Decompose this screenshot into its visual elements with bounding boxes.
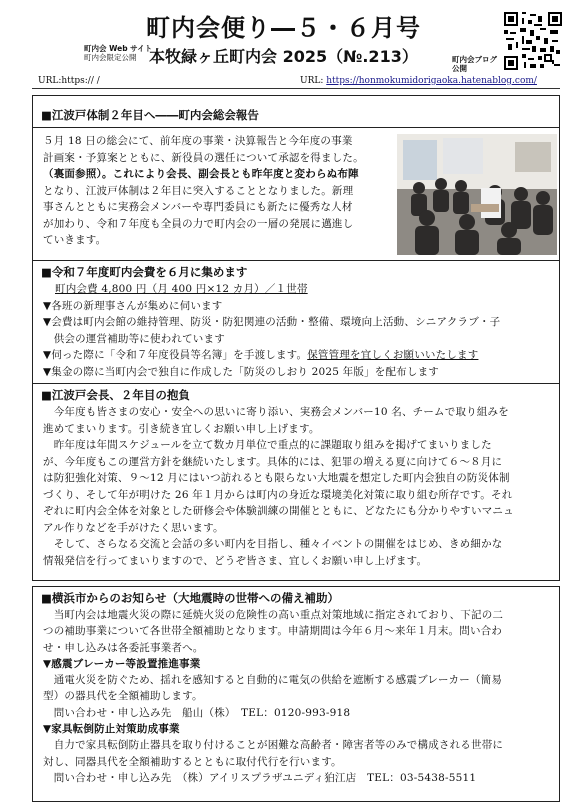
blog-url bbox=[300, 76, 537, 86]
bullet-item: 供会の運営補助等に使われています bbox=[43, 332, 225, 345]
text-line: 通電火災を防ぐため、揺れを感知すると自動的に電気の供給を遮断する感震ブレーカー（簡易 bbox=[43, 674, 503, 687]
newsletter-title: 町内会便り―５・６月号 bbox=[146, 14, 421, 42]
bullet-emphasis: 保管管理を宜しくお願いいたします bbox=[307, 349, 479, 361]
text-line: 昨年度は年間スケジュールを立て数カ月単位で重点的に課題取り組みを掲げてまいりました bbox=[43, 439, 492, 451]
blog-url-label: URL: bbox=[300, 76, 324, 86]
text-line: 型）の器具代を全額補助します。 bbox=[43, 690, 203, 703]
section-general-meeting-title: ■江波戸体制２年目へ――町内会総会報告 bbox=[41, 108, 259, 122]
website-label-line1: 町内会 Web サイト bbox=[84, 44, 153, 53]
text-line: が、今年度もこの運営方針を継続いたします。具体的には、犯罪の増える夏に向けて６～８月に bbox=[43, 455, 503, 468]
newsletter-subtitle: 本牧緑ヶ丘町内会 2025（№.213） bbox=[149, 47, 418, 66]
text-line: 今年度も皆さまの安心・安全への思いに寄り添い、実務会メンバー10 名、チームで取り組みを bbox=[43, 406, 509, 418]
newsletter-header bbox=[0, 0, 586, 96]
text-line: せ・申し込みは各委託事業者へ。 bbox=[43, 641, 204, 654]
text-line: が加わり、令和７年度も全員の力で町内会の一層の発展に邁進し bbox=[43, 217, 354, 230]
text-line: ５月 18 日の総会にて、前年度の事業・決算報告と今年度の事業 bbox=[43, 135, 353, 147]
text-line: アル作りなどを手がけたく思います。 bbox=[43, 521, 224, 534]
text-line: ぞれに町内会全体を対象とした研修会や体験訓練の開催とともに、どなたにも分かりやすいマニュ bbox=[43, 505, 514, 517]
subsidy-furniture-title: ▼家具転倒防止対策助成事業 bbox=[43, 723, 180, 736]
bullet-item bbox=[43, 347, 557, 364]
text-line: 事さんとともに実務会メンバーや専門委員にも新たに優秀な人材 bbox=[43, 201, 353, 213]
text-line: づくり、そして年が明けた 26 年１月からは町内の身近な環境美化対策に取り組む所存です。それ bbox=[43, 488, 513, 501]
section-membership-fee-title: ■令和７年度町内会費を６月に集めます bbox=[41, 265, 248, 279]
bullet-item: ▼各班の新理事さんが集めに伺います bbox=[43, 299, 223, 312]
text-line: 対し、同器具代を全額補助するとともに取付代行を行います。 bbox=[43, 755, 342, 768]
main-article-frame bbox=[32, 95, 560, 581]
text-line: （裏面参照）。これにより会長、副会長とも昨年度と変わらぬ布陣 bbox=[43, 168, 359, 180]
bullet-text: ▼伺った際に「令和７年度役員等名簿」を手渡します。 bbox=[43, 349, 308, 361]
text-line: そして、さらなる交流と会話の多い町内を目指し、種々イベントの開催をはじめ、きめ細かな bbox=[43, 538, 503, 550]
section-divider bbox=[33, 383, 559, 384]
blog-label-line2: 公開 bbox=[452, 64, 467, 73]
blog-label-line1: 町内会ブログ bbox=[452, 55, 497, 64]
header-divider bbox=[32, 88, 560, 89]
section-divider bbox=[33, 260, 559, 261]
membership-fee: 町内会費 4,800 円（月 400 円×12 カ月）／１世帯 bbox=[55, 283, 308, 295]
blog-url-link[interactable]: https://honmokumidorigaoka.hatenablog.com/ bbox=[326, 76, 537, 86]
blog-label bbox=[452, 55, 497, 73]
section-city-notice-title: ■横浜市からのお知らせ（大地震時の世帯への備え補助） bbox=[41, 591, 340, 605]
fee-line bbox=[43, 281, 557, 298]
bullet-item: ▼会費は町内会館の維持管理、防災・防犯関連の活動・整備、環境向上活動、シニアクラブ・子 bbox=[43, 316, 501, 328]
text-line: 進めてまいります。引き続き宜しくお願い申し上げます。 bbox=[43, 422, 320, 435]
text-line: ていきます。 bbox=[43, 234, 107, 246]
section-chairman-body bbox=[43, 404, 557, 569]
general-meeting-photo bbox=[397, 134, 557, 255]
text-line: となり、江波戸体制は２年目に突入することとなりました。新理 bbox=[43, 184, 354, 197]
subsidy-breaker-title: ▼感震ブレーカー等設置推進事業 bbox=[43, 657, 201, 670]
city-notice-frame bbox=[32, 586, 560, 802]
contact-line: 問い合わせ・申し込み先 （株）アイリスプラザユニディ狛江店 TEL：03-5438-5511 bbox=[43, 771, 477, 784]
website-label-line2: 町内会限定公開 bbox=[84, 53, 137, 62]
website-url: URL:https:// / bbox=[38, 76, 100, 86]
section-divider bbox=[33, 127, 559, 128]
qr-code-icon[interactable] bbox=[504, 12, 562, 70]
bullet-item: ▼集金の際に当町内会で独自に作成した「防災のしおり 2025 年版」を配布します bbox=[43, 365, 439, 378]
text-line: つの補助事業について各世帯全額補助となります。申請期間は今年６月～来年１月末。問い合わ bbox=[43, 625, 503, 638]
contact-line: 問い合わせ・申し込み先 船山（株） TEL：0120-993-918 bbox=[43, 706, 351, 719]
text-line: 計画案・予算案とともに、新役員の選任について承認を得ました。 bbox=[43, 151, 364, 164]
section-membership-fee-body bbox=[43, 281, 557, 380]
section-general-meeting-body bbox=[43, 133, 395, 249]
text-line: 情報発信を行ってまいりますので、どうぞ皆さま、宜しくお願い申し上げます。 bbox=[43, 554, 428, 567]
section-city-notice-body bbox=[43, 607, 557, 786]
text-line: 当町内会は地震火災の際に延焼火災の危険性の高い重点対策地域に指定されており、下記の二 bbox=[43, 609, 504, 621]
section-chairman-title: ■江波戸会長、２年目の抱負 bbox=[41, 388, 190, 402]
website-label bbox=[84, 44, 152, 62]
text-line: 自力で家具転倒防止器具を取り付けることが困難な高齢者・障害者等のみで構成される世帯に bbox=[43, 739, 504, 752]
text-line: は防犯強化対策、９～12 月にはいつ訪れるとも限らない大地震を想定した町内会独自の防災体制 bbox=[43, 472, 510, 484]
